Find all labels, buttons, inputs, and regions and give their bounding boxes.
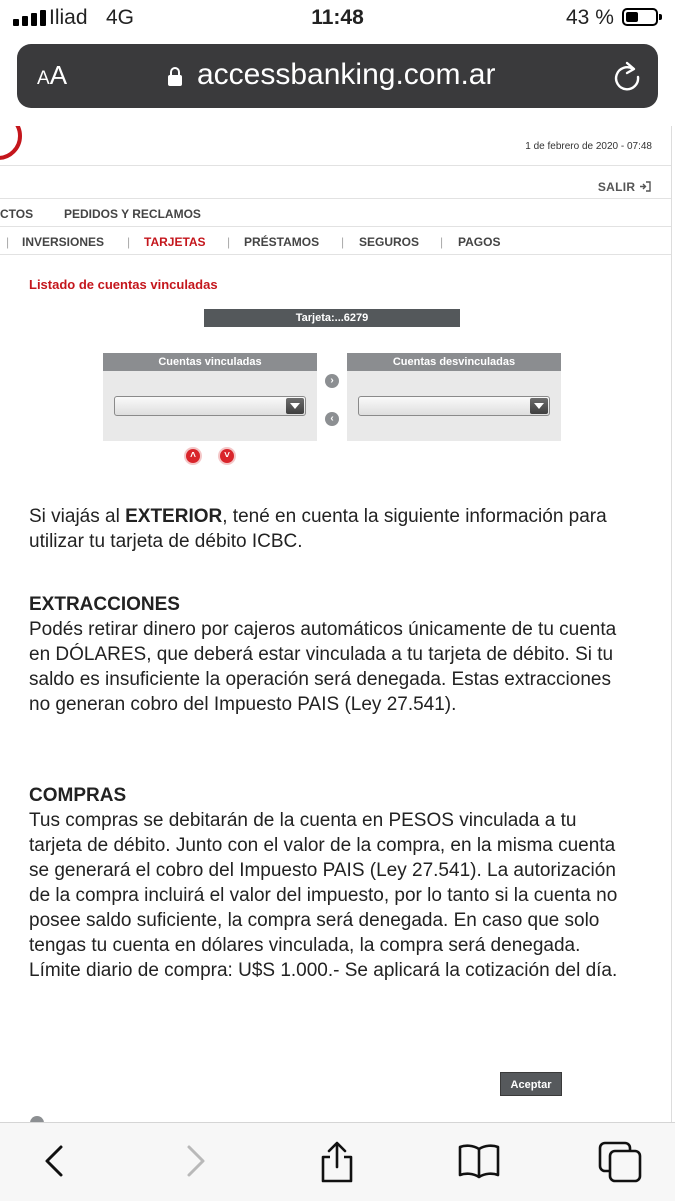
bookmarks-icon[interactable] [457,1139,501,1183]
move-left-button[interactable]: ‹ [325,412,339,426]
status-time: 11:48 [311,6,364,29]
logout-icon [639,181,651,192]
nav-item-prestamos[interactable]: PRÉSTAMOS [244,235,320,249]
unlinked-accounts-select[interactable] [358,396,550,416]
nav-item-pedidos-reclamos[interactable]: PEDIDOS Y RECLAMOS [64,207,201,221]
nav-item-productos[interactable]: CTOS [0,207,34,221]
move-right-button[interactable]: › [325,374,339,388]
dropdown-arrow-icon[interactable] [530,398,548,414]
bank-logo[interactable] [0,126,22,160]
purchases-block [29,783,629,983]
purchase-limit-text: Límite diario de compra: U$S 1.000.- Se aplicará la cotización del día. [29,960,618,981]
nav-item-inversiones[interactable]: INVERSIONES [22,235,105,249]
divider [0,226,671,227]
nav-item-pagos[interactable]: PAGOS [458,235,501,249]
nav-separator: | [127,235,131,249]
browser-toolbar [0,1122,675,1201]
web-page [0,126,672,1122]
accept-button[interactable]: Aceptar [500,1072,562,1096]
divider [0,254,671,255]
intro-text [29,504,629,554]
nav-separator: | [227,235,231,249]
intro-suffix: , tené en cuenta la siguiente información para utilizar tu tarjeta de débito ICBC. [29,506,607,552]
share-icon[interactable] [315,1139,359,1183]
section-title: Listado de cuentas vinculadas [29,277,218,292]
divider [0,198,671,199]
logout-label[interactable]: SALIR [597,180,636,194]
move-up-button[interactable]: ˄ [186,449,200,463]
tabs-icon[interactable] [598,1139,642,1183]
battery-percent: 43 % [566,6,614,29]
lock-icon [167,66,183,86]
address-bar[interactable] [17,44,658,108]
nav-separator: | [440,235,444,249]
nav-item-tarjetas[interactable]: TARJETAS [144,235,206,249]
unlinked-accounts-panel [347,353,561,441]
linked-accounts-select[interactable] [114,396,306,416]
reload-icon[interactable] [611,60,643,92]
intro-bold: EXTERIOR [125,506,223,527]
linked-accounts-header: Cuentas vinculadas [103,353,317,371]
withdrawals-block [29,592,629,717]
linked-accounts-panel [103,353,317,441]
nav-item-seguros[interactable]: SEGUROS [359,235,420,249]
intro-prefix: Si viajás al [29,506,126,527]
text-size-button[interactable]: AA [37,60,68,90]
nav-separator: | [6,235,10,249]
battery-icon [622,8,658,26]
carrier-name: Iliad [49,6,88,29]
status-bar [0,0,675,38]
purchases-text: Tus compras se debitarán de la cuenta en PESOS vinculada a tu tarjeta de débito. Junto con el valor de la compra, en la misma cuenta se generará el cobro del Impuesto PAIS (Ley 27.541). La autorización de la compra incluirá el valor del impuesto, por lo tanto si la cuenta no posee saldo suficiente, la compra será denegada. En caso que solo tengas tu cuenta en dólares vinculada, la compra será denegada. [29,810,618,956]
card-number-bar: Tarjeta:...6279 [204,309,460,327]
network-type: 4G [106,6,135,29]
back-icon[interactable] [33,1139,77,1183]
url-text[interactable]: accessbanking.com.ar [197,58,496,91]
withdrawals-title: EXTRACCIONES [29,594,180,615]
forward-icon[interactable] [173,1139,217,1183]
withdrawals-text: Podés retirar dinero por cajeros automáticos únicamente de tu cuenta en DÓLARES, que deberá estar vinculada a tu tarjeta de débito. Si tu saldo es insuficiente la operación será denegada. Estas extracciones no generan cobro del Impuesto PAIS (Ley 27.541). [29,619,617,715]
move-down-button[interactable]: ˅ [220,449,234,463]
session-datetime: 1 de febrero de 2020 - 07:48 [525,141,652,152]
nav-separator: | [341,235,345,249]
dropdown-arrow-icon[interactable] [286,398,304,414]
unlinked-accounts-header: Cuentas desvinculadas [347,353,561,371]
divider [0,165,671,166]
purchases-title: COMPRAS [29,785,127,806]
logout-link[interactable] [598,180,651,194]
